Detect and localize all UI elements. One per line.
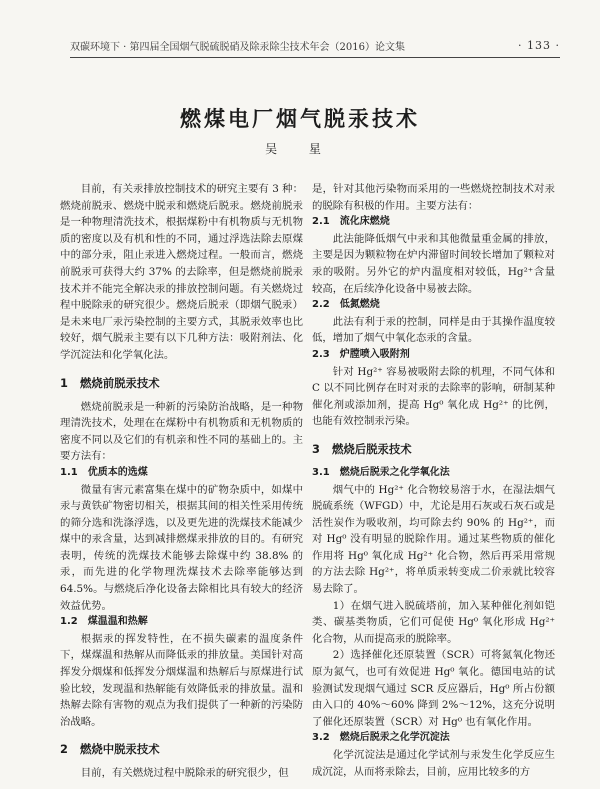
paragraph: 2）选择催化还原装置（SCR）可将氮氧化物还原为氮气，也可有效促进 Hg⁰ 氧化。德国电站的试验测试发现烟气通过 SCR 反应器后，Hg⁰ 所占份额由入口的 40%～60% 降到 2%～12%，这充分说明了催化还原装置（SCR）对 Hg⁰ 也有氧化作用。 (312, 649, 555, 728)
subsection-title: 低氮燃烧 (339, 299, 380, 311)
paragraph: 此法有利于汞的控制，同样是由于其操作温度较低，增加了烟气中氧化态汞的含量。 (312, 315, 555, 345)
section-title: 燃烧中脱汞技术 (79, 742, 160, 757)
subsection-number: 3.1 (312, 466, 330, 478)
subsection-title: 优质本的选煤 (87, 466, 148, 478)
paragraph: 烟气中的 Hg²⁺ 化合物较易溶于水，在湿法烟气脱硫系统（WFGD）中，尤论是用石灰或石灰石或是活性炭作为吸收剂，均可除去约 90% 的 Hg²⁺，而对 Hg⁰ 没有明显的脱除作用。通过某些物质的催化作用将 Hg⁰ 氧化成 Hg²⁺ 化合物，然后再采用常规的方法去除 Hg²⁺，将单质汞转变成二价汞就比较容易去除了。 (312, 483, 555, 596)
paragraph: 目前，有关燃烧过程中脱除汞的研究很少，但 (80, 767, 289, 780)
section-number: 1 (60, 375, 68, 390)
running-header (70, 36, 560, 58)
paragraph: 微量有害元素富集在煤中的矿物杂质中，如煤中汞与黄铁矿物密切相关，根据其间的相关性采用传统的筛分选和洗涤浮选，以及更先进的洗煤技术能减少煤中的汞含量，达到减排燃煤汞排放的目的。有研究表明，传统的洗煤技术能够去除煤中约 38.8% 的汞，而先进的化学物理洗煤技术去除率能够达到 64.5%。与燃烧后净化设备去除相比具有较大的经济效益优势。 (60, 483, 303, 612)
section-heading-1 (60, 375, 303, 391)
section-title: 燃烧后脱汞技术 (331, 441, 412, 456)
subsection-heading-1-2 (60, 614, 303, 631)
subsection-number: 3.2 (312, 732, 330, 744)
section-title: 燃烧前脱汞技术 (79, 375, 160, 390)
section-number: 2 (60, 742, 68, 757)
subsection-heading-2-3 (312, 347, 555, 364)
subsection-number: 1.2 (60, 616, 78, 628)
subsection-heading-3-2 (312, 730, 555, 747)
subsection-heading-1-1 (60, 465, 303, 482)
subsection-title: 炉膛喷入吸附剂 (339, 348, 410, 360)
subsection-title: 流化床燃烧 (339, 216, 390, 228)
subsection-title: 燃烧后脱汞之化学沉淀法 (339, 732, 450, 744)
continued-paragraph: 是，针对其他污染物而采用的一些燃烧控制技术对汞的脱除有积极的作用。主要方法有： (312, 183, 555, 212)
paragraph: 此法能降低烟气中汞和其他微量重金属的排放，主要是因为颗粒物在炉内滞留时间较长增加了颗粒对汞的吸附。另外它的炉内温度相对较低，Hg²⁺含量较高，在后续净化设备中易被去除。 (312, 232, 555, 295)
paragraph: 燃烧前脱汞是一种新的污染防治战略，是一种物理清洗技术，处理在在煤粉中有机物质和无机物质的密度不同以及它们的有机亲和性不同的基础上的。主要方法有： (60, 400, 303, 463)
page-number: · 133 · (518, 38, 560, 52)
section-heading-2 (60, 741, 303, 757)
subsection-number: 2.1 (312, 216, 330, 228)
author: 吴 星 (265, 142, 335, 156)
paragraph: 针对 Hg²⁺ 容易被吸附去除的机理，不同气体和 C 以不同比例存在时对汞的去除率的影响，研制某种催化剂或添加剂，提高 Hg⁰ 氧化成 Hg²⁺ 的比例，也能有效控制汞污染。 (312, 365, 555, 428)
right-column (312, 181, 555, 780)
paragraph: 1）在烟气进入脱硫塔前，加入某种催化剂如铠类、碳基类物质，它们可促使 Hg⁰ 氧化形成 Hg²⁺ 化合物，从而提高汞的脱除率。 (312, 599, 555, 645)
subsection-number: 1.1 (60, 466, 78, 478)
section-number: 3 (312, 441, 320, 456)
subsection-number: 2.2 (312, 299, 330, 311)
subsection-title: 煤温温和热解 (87, 616, 148, 628)
subsection-number: 2.3 (312, 348, 330, 360)
intro-paragraph: 目前，有关汞排放控制技术的研究主要有 3 种：燃烧前脱汞、燃烧中脱汞和燃烧后脱汞。燃烧前脱汞是一种物理清洗技术，根据煤粉中有机物质与无机物质的密度以及有机和性的不同，通过浮选法除去原煤中的部分汞，阻止汞进入燃烧过程。一般而言，燃烧前脱汞可获得大约 37% 的去除率，但是燃烧前脱汞技术并不能完全解决汞的排放控制问题。有关燃烧过程中脱除汞的研究很少。燃烧后脱汞（即烟气脱汞）是未来电厂汞污染控制的主要方式，其脱汞效率也比较好，烟气脱汞主要有以下几种方法：吸附剂法、化学沉淀法和化学氧化法。 (60, 183, 303, 361)
section-heading-3 (312, 441, 555, 457)
left-column (60, 181, 303, 782)
paper-title: 燃煤电厂烟气脱汞技术 (180, 107, 420, 131)
paragraph: 根据汞的挥发特性，在不损失碳素的温度条件下，煤煤温和热解从而降低汞的排放量。美国针对高挥发分烟煤和低挥发分烟煤温和热解后与原煤进行试验比较，发现温和热解能有效降低汞的排放量。温和热解去除有害物的观点为我们提供了一种新的污染防治战略。 (60, 632, 303, 728)
subsection-heading-3-1 (312, 465, 555, 482)
subsection-heading-2-2 (312, 297, 555, 314)
paragraph: 化学沉淀法是通过化学试剂与汞发生化学反应生成沉淀，从而将汞除去，目前，应用比较多的方 (312, 749, 555, 778)
subsection-title: 燃烧后脱汞之化学氧化法 (339, 466, 450, 478)
subsection-heading-2-1 (312, 214, 555, 231)
running-title: 双碳环境下 · 第四届全国烟气脱硫脱硝及除汞除尘技术年会（2016）论文集 (70, 41, 405, 53)
